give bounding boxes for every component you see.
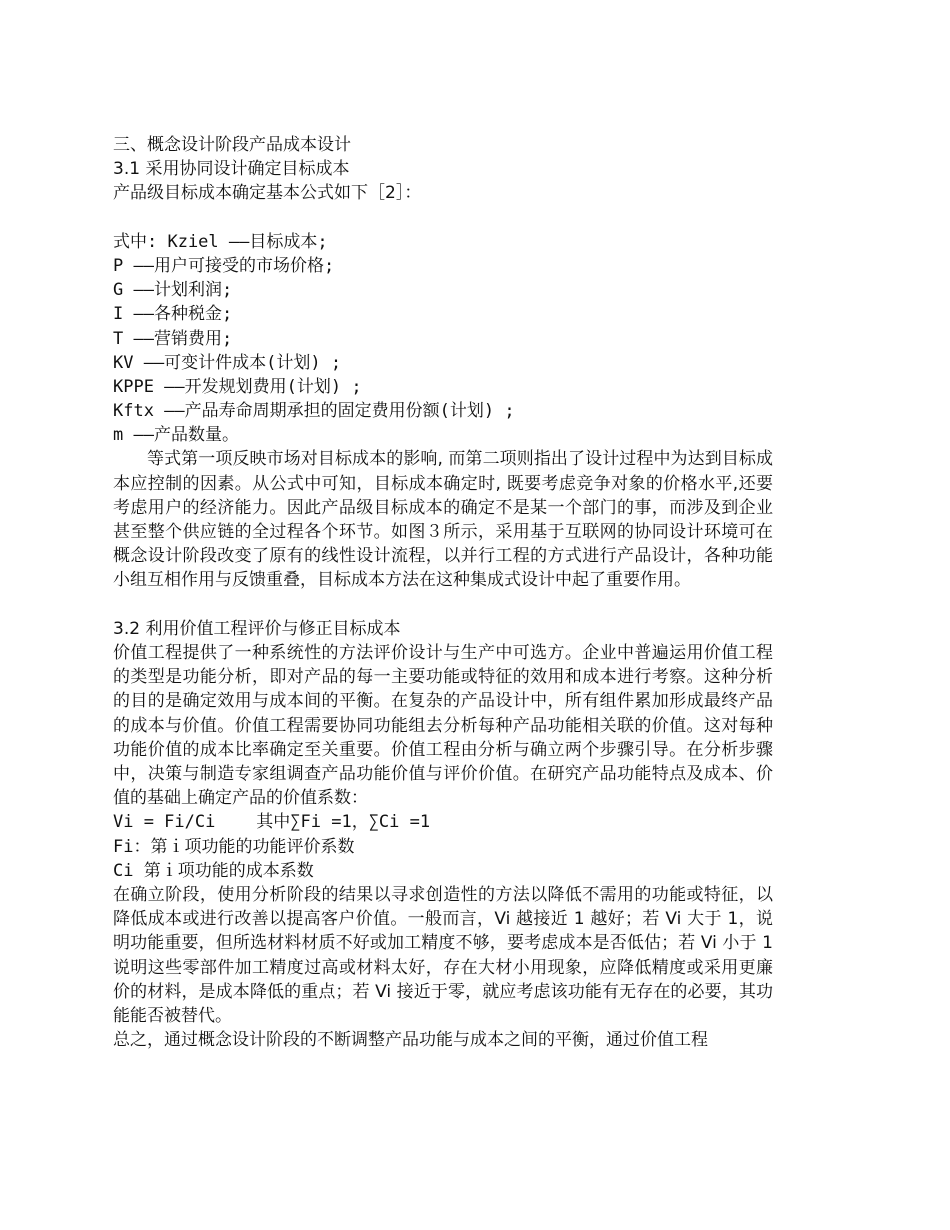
formula-intro: 产品级目标成本确定基本公式如下［2］： [113,183,422,204]
formula-placeholder [113,206,773,230]
definition-line: KPPE ——开发规划费用(计划) ; [113,376,362,397]
paragraph-summary: 总之，通过概念设计阶段的不断调整产品功能与成本之间的平衡，通过价值工程 [113,1030,708,1051]
section-heading: 三、概念设计阶段产品成本设计 [113,135,351,155]
document-page [113,133,773,1052]
paragraph-target-cost: 等式第一项反映市场对目标成本的影响, 而第二项则指出了设计过程中为达到目标成本应控制的因素。从公式中可知，目标成本确定时, 既要考虑竞争对象的价格水平,还要考虑用户的经济能力。因此产品级目标成本的确定不是某一个部门的事，而涉及到企业甚至整个供应链的全过程各个环节。如图３所示，采用基于互联网的协同设计环境可在概念设计阶段改变了原有的线性设计流程，以并行工程的方式进行产品设计，各种功能小组互相作用与反馈重叠，目标成本方法在这种集成式设计中起了重要作用。 [113,449,773,591]
definition-line: 式中: Kziel ——目标成本; [113,231,328,252]
paragraph-value-engineering: 价值工程提供了一种系统性的方法评价设计与生产中可选方。企业中普遍运用价值工程的类型是功能分析，即对产品的每一主要功能或特征的效用和成本进行考察。这种分析的目的是确定效用与成本间的平衡。在复杂的产品设计中，所有组件累加形成最终产品的成本与价值。价值工程需要协同功能组去分析每种产品功能相关联的价值。这对每种功能价值的成本比率确定至关重要。价值工程由分析与确立两个步骤引导。在分析步骤中，决策与制造专家组调查产品功能价值与评价价值。在研究产品功能特点及成本、价值的基础上确定产品的价值系数： [113,643,773,809]
definition-line: I ——各种税金; [113,304,233,325]
value-coefficient-formula: Vi = Fi/Ci 其中∑Fi =1，∑Ci =1 [113,812,431,833]
subsection-heading-3-2: 3.2 利用价值工程评价与修正目标成本 [113,618,401,639]
fi-definition: Fi：第ｉ项功能的功能评价系数 [113,836,355,857]
definition-line: G ——计划利润; [113,280,233,301]
ci-definition: Ci 第ｉ项功能的成本系数 [113,860,314,881]
subsection-heading-3-1: 3.1 采用协同设计确定目标成本 [113,159,350,180]
definition-line: P ——用户可接受的市场价格; [113,255,335,276]
paragraph-establishment-phase: 在确立阶段，使用分析阶段的结果以寻求创造性的方法以降低不需用的功能或特征，以降低成本或进行改善以提高客户价值。一般而言，Vi 越接近 1 越好；若 Vi 大于 1，说明功能重要，但所选材料材质不好或加工精度不够，要考虑成本是否低估；若 Vi 小于 1 说明这些零部件加工精度过高或材料太好，存在大材小用现象，应降低精度或采用更廉价的材料，是成本降低的重点；若 Vi 接近于零，就应考虑该功能有无存在的必要，其功能能否被替代。 [113,885,773,1027]
definition-line: KV ——可变计件成本(计划) ; [113,352,342,373]
spacer [113,593,773,617]
definition-line: T ——营销费用; [113,328,233,349]
definition-line: m ——产品数量。 [113,425,239,446]
definition-line: Kftx ——产品寿命周期承担的固定费用份额(计划) ; [113,401,515,422]
